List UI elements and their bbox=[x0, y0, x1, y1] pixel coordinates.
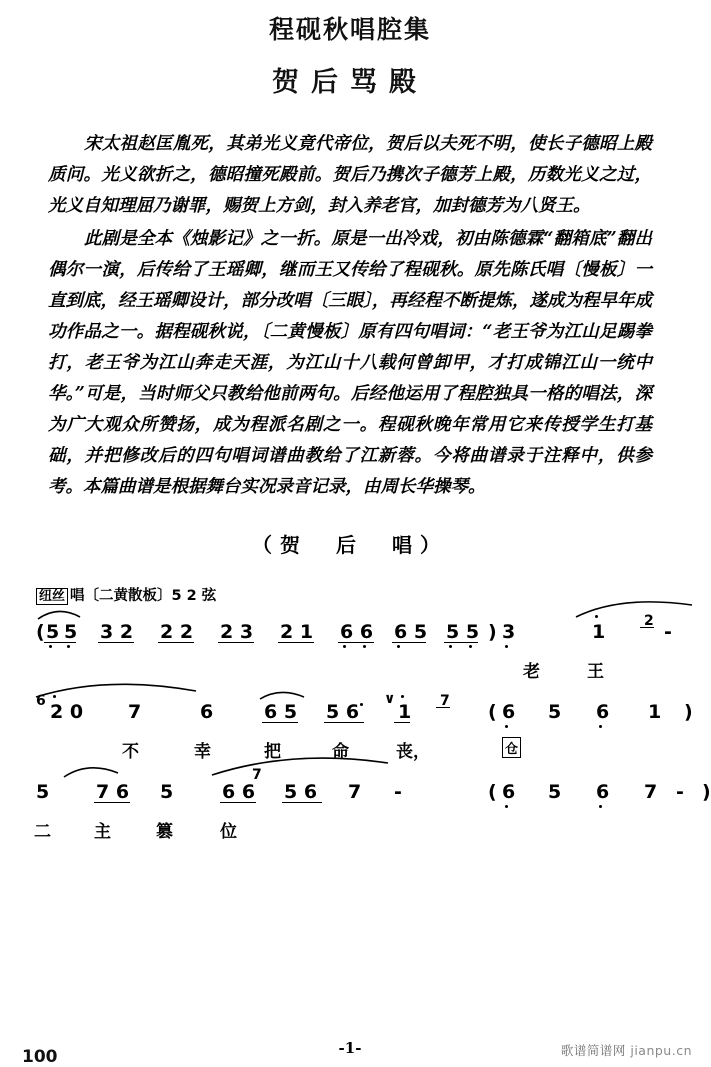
lower-octave-dot bbox=[505, 805, 508, 808]
note: 5 bbox=[548, 781, 562, 803]
notes-line-3 bbox=[36, 767, 711, 813]
beam-line bbox=[218, 642, 254, 643]
notation-cue-text: 唱〔二黄散板〕5 2 弦 bbox=[70, 588, 217, 604]
note: ( bbox=[488, 781, 497, 803]
lyric: 位 bbox=[220, 822, 237, 842]
stave-line-3 bbox=[34, 767, 711, 845]
paragraph-2: 此剧是全本《烛影记》之一折。原是一出冷戏，初由陈德霖“翻箱底”翻出偶尔一演，后传给了王瑶卿，继而王又传给了程砚秋。原先陈氏唱〔慢板〕一直到底，经王瑶卿设计，部分改唱〔三眼〕，再经程不断提炼，遂成为程早年成功作品之一。据程砚秋说，〔二黄慢板〕原有四句唱词：“老王爷为江山足踢拳打，老王爷为江山奔走天涯，为江山十八载何曾卸甲，才打成锦江山一统中华。”可是，当时师父只教给他前两句。后经他运用了程腔独具一格的唱法，深为广大观众所赞扬，成为程派名剧之一。程砚秋晚年常用它来传授学生打基础，并把修改后的四句唱词谱曲教给了江新蓉。今将曲谱录于注释中，供参考。本篇曲谱是根据舞台实况录音记录，由周长华操琴。 bbox=[48, 229, 652, 497]
paragraph-1: 宋太祖赵匡胤死，其弟光义竟代帝位，贺后以夫死不明，使长子德昭上殿质问。光义欲折之，德昭撞死殿前。贺后乃携次子德芳上殿，历数光义之过，光义自知理屈乃谢罪，赐贺上方剑，封入养老官，加封德芳为八贤王。 bbox=[48, 134, 652, 216]
description-text bbox=[30, 129, 670, 503]
note: - bbox=[394, 781, 402, 803]
lower-octave-dot bbox=[469, 645, 472, 648]
lyric: 命 bbox=[332, 742, 349, 762]
beam-line bbox=[44, 642, 76, 643]
lyric: 把 bbox=[264, 742, 281, 762]
note: 7 6 bbox=[96, 781, 130, 803]
note: 6 5 bbox=[394, 621, 428, 643]
beam-line bbox=[338, 642, 374, 643]
lower-octave-dot bbox=[363, 645, 366, 648]
note: 6 bbox=[502, 781, 516, 803]
lyric: 主 bbox=[94, 822, 111, 842]
lyric: 篡 bbox=[156, 822, 173, 842]
beam-line bbox=[220, 802, 256, 803]
beam-line bbox=[278, 642, 314, 643]
note: 5 bbox=[36, 781, 50, 803]
lower-octave-dot bbox=[599, 725, 602, 728]
upper-octave-dot bbox=[53, 695, 56, 698]
note: 7 bbox=[128, 701, 142, 723]
singer-cue: （贺 后 唱） bbox=[252, 533, 448, 557]
note: 6 bbox=[596, 701, 610, 723]
tag-niusi: 纽丝 bbox=[36, 588, 68, 605]
notes-line-1 bbox=[36, 611, 672, 653]
note: 6 6 bbox=[222, 781, 256, 803]
upper-octave-dot bbox=[595, 615, 598, 618]
lyric: 二 bbox=[34, 822, 51, 842]
lyric-percussion-cue: 仓 bbox=[502, 737, 521, 758]
beam-line bbox=[436, 707, 450, 708]
note: 5 5 bbox=[446, 621, 480, 643]
notation-area bbox=[30, 584, 711, 845]
note: 6 bbox=[596, 781, 610, 803]
watermark bbox=[561, 1041, 692, 1059]
beam-line bbox=[158, 642, 194, 643]
note: 5 6 bbox=[326, 701, 360, 723]
beam-line bbox=[262, 722, 298, 723]
lower-octave-dot bbox=[49, 645, 52, 648]
note: ( bbox=[488, 701, 497, 723]
beam-line bbox=[324, 722, 364, 723]
stave-line-2 bbox=[36, 691, 693, 765]
note: ( bbox=[36, 621, 45, 643]
watermark-url: jianpu.cn bbox=[630, 1043, 692, 1058]
lower-octave-dot bbox=[599, 805, 602, 808]
note: 2 1 bbox=[280, 621, 314, 643]
note: 2 0 bbox=[50, 701, 84, 723]
note: 6 bbox=[200, 701, 214, 723]
note: 3 bbox=[502, 621, 516, 643]
series-title: 程砚秋唱腔集 bbox=[268, 15, 431, 44]
accidental-sign: ∨ bbox=[384, 691, 396, 707]
lower-octave-dot bbox=[397, 645, 400, 648]
note: 5 bbox=[548, 701, 562, 723]
lower-octave-dot bbox=[343, 645, 346, 648]
plate-number: 100 bbox=[22, 1047, 58, 1067]
note: 3 2 bbox=[100, 621, 134, 643]
beam-line bbox=[444, 642, 478, 643]
beam-line bbox=[640, 627, 654, 628]
note: 1 bbox=[398, 701, 412, 723]
note: 7 bbox=[348, 781, 362, 803]
note: 2 2 bbox=[160, 621, 194, 643]
lyric: 老 bbox=[523, 662, 540, 682]
lyric: 不 bbox=[122, 742, 139, 762]
stave-line-1 bbox=[36, 611, 672, 685]
note: 5 bbox=[160, 781, 174, 803]
note: 7 bbox=[644, 781, 658, 803]
note: 1 bbox=[648, 701, 662, 723]
notation-cue-row bbox=[36, 584, 664, 605]
beam-line bbox=[394, 722, 410, 723]
sheet-music-page bbox=[0, 10, 711, 1067]
note: ) bbox=[684, 701, 693, 723]
note: 6 6 bbox=[340, 621, 374, 643]
note: ) bbox=[488, 621, 497, 643]
page-number: -1- bbox=[338, 1039, 362, 1057]
note: - bbox=[676, 781, 684, 803]
page-title: 贺后骂殿 bbox=[272, 67, 428, 98]
lyric: 幸 bbox=[194, 742, 211, 762]
grace-note: 6 bbox=[36, 693, 46, 709]
lyric: 王 bbox=[587, 662, 604, 682]
notes-line-2 bbox=[36, 691, 693, 733]
upper-octave-dot bbox=[401, 695, 404, 698]
note: - bbox=[664, 621, 672, 643]
lyric: 丧， bbox=[396, 742, 430, 762]
beam-line bbox=[392, 642, 426, 643]
lower-octave-dot bbox=[449, 645, 452, 648]
lower-octave-dot bbox=[505, 645, 508, 648]
note: ) bbox=[702, 781, 711, 803]
slur-icon bbox=[62, 763, 142, 781]
beam-line bbox=[94, 802, 130, 803]
note: 5 bbox=[64, 621, 78, 643]
note: 6 5 bbox=[264, 701, 298, 723]
lower-octave-dot bbox=[505, 725, 508, 728]
tuplet-number: 7 bbox=[252, 767, 262, 783]
lower-octave-dot bbox=[67, 645, 70, 648]
note: 5 6 bbox=[284, 781, 318, 803]
duration-dot bbox=[360, 703, 363, 706]
note: 5 bbox=[46, 621, 60, 643]
note: 2 3 bbox=[220, 621, 254, 643]
note: 1 bbox=[592, 621, 606, 643]
beam-line bbox=[98, 642, 134, 643]
beam-line bbox=[282, 802, 322, 803]
grace-note: 7 bbox=[440, 693, 450, 709]
note: 6 bbox=[502, 701, 516, 723]
grace-note: 2 bbox=[644, 613, 654, 629]
watermark-site-name: 歌谱简谱网 bbox=[560, 1043, 626, 1058]
